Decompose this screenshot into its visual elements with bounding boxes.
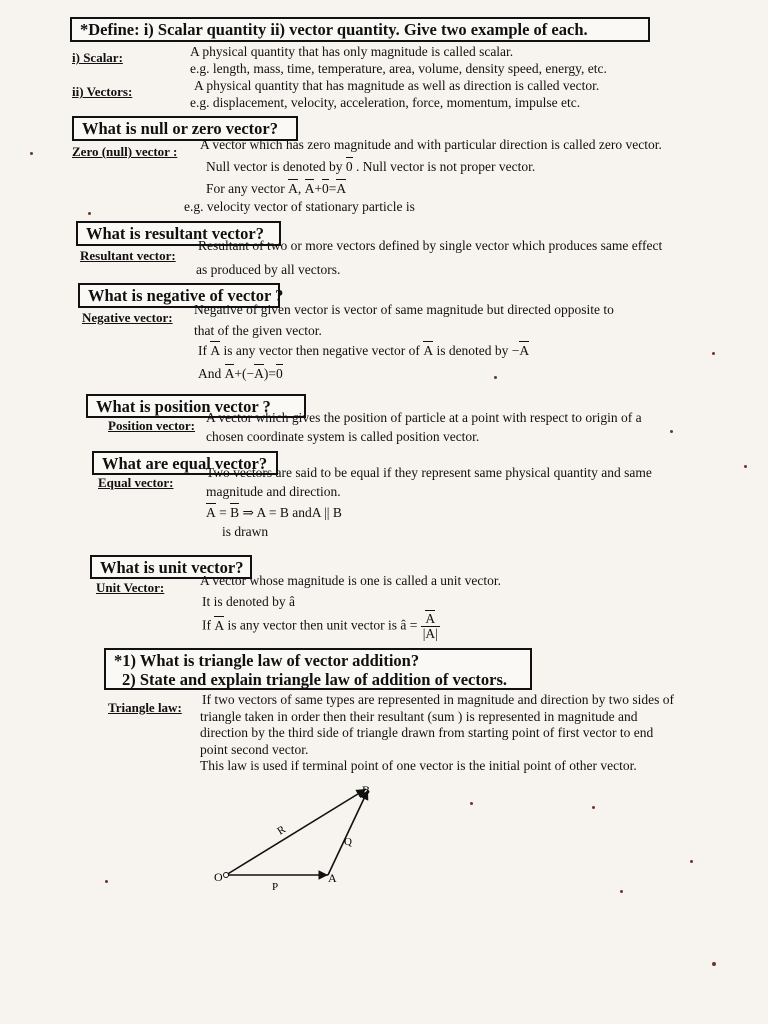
unit-denoted: It is denoted by â <box>202 594 295 609</box>
vector-examples: e.g. displacement, velocity, acceleration, force, momentum, impulse etc. <box>190 95 581 110</box>
eq-plus: + <box>314 181 322 196</box>
question-resultant: What is resultant vector? <box>86 224 264 243</box>
unit-ahat: â = <box>400 617 418 633</box>
neg-line3-c: is any vector then negative vector of <box>223 343 420 358</box>
equal-vector-b: B <box>230 505 240 520</box>
scan-speck <box>88 212 91 215</box>
equal-definition-2: magnitude and direction. <box>206 484 341 499</box>
unit-frac-numerator: A <box>425 611 436 626</box>
vector-r-label: R <box>275 823 288 838</box>
question-unit: What is unit vector? <box>100 558 244 577</box>
scalar-label: i) Scalar: <box>72 50 123 65</box>
question-equal: What are equal vector? <box>102 454 268 473</box>
neg-id-vector-a-2: A <box>254 366 264 381</box>
neg-line3-a: If <box>198 343 207 358</box>
unit-frac-denominator: |A| <box>422 626 438 641</box>
point-o-label: O <box>214 870 223 884</box>
equal-sign: = <box>219 505 227 520</box>
question-triangle-2: 2) State and explain triangle law of addition of vectors. <box>122 670 507 689</box>
neg-vector-a-2: A <box>423 343 434 358</box>
null-vector-definition: A vector which has zero magnitude and with particular direction is called zero vector. <box>200 137 662 152</box>
eq-vector-a-result: A <box>336 181 347 196</box>
question-negative: What is negative of vector ? <box>88 286 284 305</box>
question-triangle-box <box>104 648 532 690</box>
vector-p-label: P <box>272 881 279 893</box>
null-line3-comma: , <box>297 181 302 196</box>
scan-speck <box>712 352 715 355</box>
neg-id-open: +(− <box>234 366 255 381</box>
question-null: What is null or zero vector? <box>82 119 278 138</box>
unit-vector-label: Unit Vector: <box>96 580 165 595</box>
unit-vector-a: A <box>214 617 225 633</box>
equal-notation <box>206 505 342 521</box>
equal-vector-a: A <box>206 505 216 520</box>
scalar-examples: e.g. length, mass, time, temperature, area, volume, density speed, energy, etc. <box>190 61 607 76</box>
scan-speck <box>494 376 497 379</box>
equal-vector-label: Equal vector: <box>98 475 174 490</box>
null-line2-a: Null vector is denoted by <box>206 159 343 174</box>
neg-id-vector-a: A <box>224 366 235 381</box>
neg-id-zero: 0 <box>275 366 283 381</box>
null-line3-a: For any vector <box>206 181 285 196</box>
question-define: *Define: i) Scalar quantity ii) vector quantity. Give two example of each. <box>80 20 588 39</box>
point-b-label: B <box>362 783 371 797</box>
neg-line4-a: And <box>198 366 222 381</box>
negative-definition-1: Negative of given vector is vector of same magnitude but directed opposite to <box>194 302 614 317</box>
eq-zero-vector: 0 <box>321 181 329 196</box>
question-position: What is position vector ? <box>96 397 271 416</box>
null-line2-c: . Null vector is not proper vector. <box>355 159 536 174</box>
vector-definition: A physical quantity that has magnitude as well as direction is called vector. <box>194 78 600 93</box>
negative-vector-label: Negative vector: <box>82 310 173 325</box>
unit-fraction <box>421 612 440 641</box>
scan-speck <box>620 890 623 893</box>
neg-vector-a-1: A <box>210 343 221 358</box>
null-vector-label: Zero (null) vector : <box>72 144 178 159</box>
neg-line3-e: is denoted by − <box>436 343 520 358</box>
triangle-law-label: Triangle law: <box>108 700 182 715</box>
question-define-box <box>70 17 650 42</box>
position-definition-1: A vector which gives the position of particle at a point with respect to origin of a <box>206 410 642 425</box>
null-vector-example: e.g. velocity vector of stationary particle is <box>184 199 415 214</box>
triangle-definition-3: direction by the third side of triangle drawn from starting point of first vector to end <box>200 725 654 740</box>
zero-vector-symbol: 0 <box>345 159 353 174</box>
point-o-dot <box>224 873 229 878</box>
triangle-definition-1: If two vectors of same types are represented in magnitude and direction by two sides of <box>202 692 674 707</box>
vector-a-symbol: A <box>288 181 298 196</box>
triangle-definition-2: triangle taken in order then their resultant (sum ) is represented in magnitude and <box>200 709 638 724</box>
resultant-vector-label: Resultant vector: <box>80 248 176 263</box>
resultant-definition-1: Resultant of two or more vectors defined by single vector which produces same effect <box>198 238 663 253</box>
scan-speck <box>592 806 595 809</box>
scan-speck <box>690 860 693 863</box>
negative-identity <box>198 366 283 382</box>
null-vector-notation <box>206 159 535 175</box>
vector-q-label: Q <box>344 836 352 848</box>
triangle-definition-4: point second vector. <box>200 742 309 757</box>
scan-speck <box>105 880 108 883</box>
unit-formula <box>202 612 440 641</box>
position-vector-label: Position vector: <box>108 418 196 433</box>
scan-speck <box>670 430 673 433</box>
negative-definition-2: that of the given vector. <box>194 323 322 338</box>
scan-speck <box>470 802 473 805</box>
triangle-definition-5: This law is used if terminal point of one vector is the initial point of other vector. <box>200 758 637 773</box>
neg-id-close: )= <box>263 366 276 381</box>
vector-r-line <box>226 789 366 875</box>
unit-line3-c: is any vector then unit vector is <box>227 617 397 633</box>
equal-implication: ⇒ A = B andA || B <box>242 505 342 520</box>
scalar-definition: A physical quantity that has only magnitude is called scalar. <box>190 44 514 59</box>
point-a-label: A <box>328 871 337 885</box>
null-vector-identity <box>206 181 346 197</box>
equal-definition-1: Two vectors are said to be equal if they represent same physical quantity and same <box>206 465 652 480</box>
eq-equals: = <box>328 181 337 196</box>
equal-drawn: is drawn <box>222 524 269 539</box>
scan-speck <box>712 962 716 966</box>
question-triangle-1: *1) What is triangle law of vector addition? <box>114 651 420 670</box>
unit-definition: A vector whose magnitude is one is called a unit vector. <box>200 573 502 588</box>
scan-speck <box>30 152 33 155</box>
negative-notation <box>198 343 529 359</box>
vector-q-line <box>328 790 368 875</box>
triangle-law-diagram <box>200 775 400 895</box>
eq-vector-a: A <box>304 181 315 196</box>
unit-line3-a: If <box>202 617 211 633</box>
neg-vector-a-3: A <box>519 343 530 358</box>
resultant-definition-2: as produced by all vectors. <box>196 262 341 277</box>
scan-speck <box>744 465 747 468</box>
vector-label: ii) Vectors: <box>72 84 133 99</box>
position-definition-2: chosen coordinate system is called position vector. <box>206 429 480 444</box>
